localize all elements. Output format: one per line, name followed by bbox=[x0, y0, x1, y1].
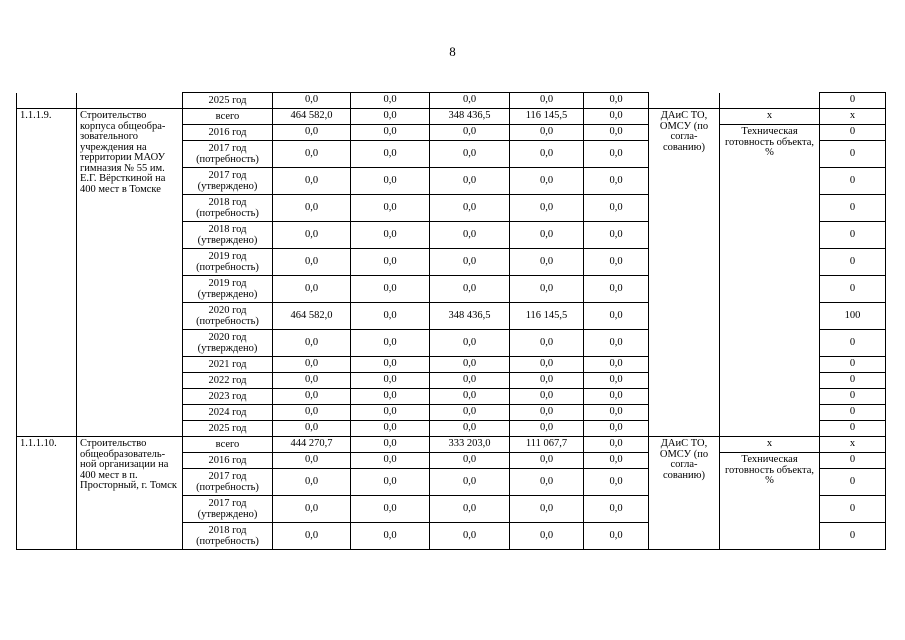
value-cell: 0 bbox=[820, 249, 886, 276]
extra-cell: 0,0 bbox=[584, 453, 649, 469]
table-row bbox=[17, 437, 886, 453]
regional-cell: 0,0 bbox=[430, 357, 510, 373]
extra-cell: 0,0 bbox=[584, 168, 649, 195]
year-cell: 2024 год bbox=[183, 405, 273, 421]
regional-cell: 0,0 bbox=[430, 249, 510, 276]
total-cell: 0,0 bbox=[273, 222, 351, 249]
local-cell: 116 145,5 bbox=[510, 303, 584, 330]
total-cell: 0,0 bbox=[273, 357, 351, 373]
local-cell: 0,0 bbox=[510, 249, 584, 276]
federal-cell: 0,0 bbox=[351, 496, 430, 523]
regional-cell: 0,0 bbox=[430, 389, 510, 405]
federal-cell: 0,0 bbox=[351, 405, 430, 421]
extra-cell: 0,0 bbox=[584, 222, 649, 249]
value-cell: 0 bbox=[820, 141, 886, 168]
local-cell: 0,0 bbox=[510, 389, 584, 405]
extra-cell: 0,0 bbox=[584, 93, 649, 109]
extra-cell: 0,0 bbox=[584, 405, 649, 421]
year-cell: 2020 год (потребность) bbox=[183, 303, 273, 330]
regional-cell: 0,0 bbox=[430, 421, 510, 437]
value-cell: 0 bbox=[820, 195, 886, 222]
total-cell: 0,0 bbox=[273, 405, 351, 421]
year-cell: 2025 год bbox=[183, 421, 273, 437]
federal-cell: 0,0 bbox=[351, 276, 430, 303]
indicator-cell: Техническая готовность объекта, % bbox=[720, 125, 820, 437]
local-cell: 0,0 bbox=[510, 195, 584, 222]
federal-cell: 0,0 bbox=[351, 437, 430, 453]
year-cell: 2017 год (потребность) bbox=[183, 141, 273, 168]
federal-cell: 0,0 bbox=[351, 453, 430, 469]
indicator-cell: Техническая готовность объекта, % bbox=[720, 453, 820, 550]
local-cell: 0,0 bbox=[510, 469, 584, 496]
executor-cell-empty bbox=[649, 93, 720, 109]
value-cell: 0 bbox=[820, 93, 886, 109]
value-cell: 0 bbox=[820, 357, 886, 373]
local-cell: 0,0 bbox=[510, 405, 584, 421]
item-name: Строительство корпуса общеобра-зовательного учреждения на территории МАОУ гимназия № 55 им. Е.Г. Вёрсткиной на 400 мест в Томске bbox=[77, 109, 183, 437]
value-cell: 0 bbox=[820, 496, 886, 523]
value-cell: 0 bbox=[820, 276, 886, 303]
total-cell: 0,0 bbox=[273, 421, 351, 437]
year-cell: всего bbox=[183, 109, 273, 125]
extra-cell: 0,0 bbox=[584, 469, 649, 496]
federal-cell: 0,0 bbox=[351, 330, 430, 357]
total-cell: 0,0 bbox=[273, 249, 351, 276]
year-cell: 2018 год (потребность) bbox=[183, 523, 273, 550]
value-cell: 0 bbox=[820, 168, 886, 195]
table-row bbox=[17, 93, 886, 109]
local-cell: 0,0 bbox=[510, 125, 584, 141]
local-cell: 111 067,7 bbox=[510, 437, 584, 453]
regional-cell: 0,0 bbox=[430, 125, 510, 141]
local-cell: 0,0 bbox=[510, 330, 584, 357]
name-cell-empty bbox=[77, 93, 183, 109]
extra-cell: 0,0 bbox=[584, 141, 649, 168]
total-cell: 0,0 bbox=[273, 168, 351, 195]
executor-cell: ДАиС ТО, ОМСУ (по согла-сованию) bbox=[649, 437, 720, 550]
year-cell: 2020 год (утверждено) bbox=[183, 330, 273, 357]
federal-cell: 0,0 bbox=[351, 303, 430, 330]
total-cell: 464 582,0 bbox=[273, 303, 351, 330]
federal-cell: 0,0 bbox=[351, 373, 430, 389]
total-cell: 0,0 bbox=[273, 496, 351, 523]
total-cell: 444 270,7 bbox=[273, 437, 351, 453]
local-cell: 0,0 bbox=[510, 276, 584, 303]
local-cell: 116 145,5 bbox=[510, 109, 584, 125]
regional-cell: 0,0 bbox=[430, 222, 510, 249]
year-cell: 2016 год bbox=[183, 125, 273, 141]
local-cell: 0,0 bbox=[510, 523, 584, 550]
value-cell: х bbox=[820, 109, 886, 125]
regional-cell: 333 203,0 bbox=[430, 437, 510, 453]
extra-cell: 0,0 bbox=[584, 357, 649, 373]
extra-cell: 0,0 bbox=[584, 249, 649, 276]
federal-cell: 0,0 bbox=[351, 195, 430, 222]
indicator-cell-empty bbox=[720, 93, 820, 109]
item-code: 1.1.1.10. bbox=[17, 437, 77, 550]
total-cell: 0,0 bbox=[273, 389, 351, 405]
federal-cell: 0,0 bbox=[351, 389, 430, 405]
extra-cell: 0,0 bbox=[584, 523, 649, 550]
year-cell: 2022 год bbox=[183, 373, 273, 389]
value-cell: 0 bbox=[820, 469, 886, 496]
total-cell: 0,0 bbox=[273, 373, 351, 389]
table-row bbox=[17, 109, 886, 125]
code-cell-empty bbox=[17, 93, 77, 109]
local-cell: 0,0 bbox=[510, 168, 584, 195]
value-cell: 0 bbox=[820, 389, 886, 405]
extra-cell: 0,0 bbox=[584, 276, 649, 303]
regional-cell: 0,0 bbox=[430, 141, 510, 168]
regional-cell: 0,0 bbox=[430, 168, 510, 195]
federal-cell: 0,0 bbox=[351, 125, 430, 141]
value-cell: 0 bbox=[820, 125, 886, 141]
total-cell: 0,0 bbox=[273, 125, 351, 141]
page-number: 8 bbox=[449, 44, 456, 59]
regional-cell: 0,0 bbox=[430, 276, 510, 303]
value-cell: 0 bbox=[820, 421, 886, 437]
regional-cell: 348 436,5 bbox=[430, 303, 510, 330]
value-cell: 0 bbox=[820, 453, 886, 469]
item-name: Строительство общеобразователь-ной организации на 400 мест в п. Просторный, г. Томск bbox=[77, 437, 183, 550]
federal-cell: 0,0 bbox=[351, 168, 430, 195]
value-cell: 0 bbox=[820, 373, 886, 389]
total-cell: 464 582,0 bbox=[273, 109, 351, 125]
local-cell: 0,0 bbox=[510, 141, 584, 168]
federal-cell: 0,0 bbox=[351, 222, 430, 249]
total-cell: 0,0 bbox=[273, 276, 351, 303]
extra-cell: 0,0 bbox=[584, 125, 649, 141]
year-cell: 2019 год (потребность) bbox=[183, 249, 273, 276]
total-cell: 0,0 bbox=[273, 330, 351, 357]
extra-cell: 0,0 bbox=[584, 303, 649, 330]
year-cell: всего bbox=[183, 437, 273, 453]
federal-cell: 0,0 bbox=[351, 469, 430, 496]
total-cell: 0,0 bbox=[273, 195, 351, 222]
value-cell: 0 bbox=[820, 330, 886, 357]
federal-cell: 0,0 bbox=[351, 93, 430, 109]
total-cell: 0,0 bbox=[273, 141, 351, 168]
federal-cell: 0,0 bbox=[351, 357, 430, 373]
year-cell: 2021 год bbox=[183, 357, 273, 373]
year-cell: 2018 год (потребность) bbox=[183, 195, 273, 222]
local-cell: 0,0 bbox=[510, 421, 584, 437]
regional-cell: 0,0 bbox=[430, 453, 510, 469]
total-cell: 0,0 bbox=[273, 523, 351, 550]
value-cell: 0 bbox=[820, 222, 886, 249]
extra-cell: 0,0 bbox=[584, 389, 649, 405]
extra-cell: 0,0 bbox=[584, 109, 649, 125]
regional-cell: 0,0 bbox=[430, 405, 510, 421]
program-table bbox=[16, 92, 886, 550]
total-cell: 0,0 bbox=[273, 469, 351, 496]
regional-cell: 348 436,5 bbox=[430, 109, 510, 125]
regional-cell: 0,0 bbox=[430, 523, 510, 550]
regional-cell: 0,0 bbox=[430, 469, 510, 496]
indicator-x-cell: х bbox=[720, 109, 820, 125]
federal-cell: 0,0 bbox=[351, 249, 430, 276]
year-cell: 2018 год (утверждено) bbox=[183, 222, 273, 249]
indicator-x-cell: х bbox=[720, 437, 820, 453]
federal-cell: 0,0 bbox=[351, 523, 430, 550]
local-cell: 0,0 bbox=[510, 357, 584, 373]
total-cell: 0,0 bbox=[273, 93, 351, 109]
local-cell: 0,0 bbox=[510, 453, 584, 469]
local-cell: 0,0 bbox=[510, 373, 584, 389]
item-code: 1.1.1.9. bbox=[17, 109, 77, 437]
extra-cell: 0,0 bbox=[584, 373, 649, 389]
regional-cell: 0,0 bbox=[430, 195, 510, 222]
year-cell: 2017 год (утверждено) bbox=[183, 496, 273, 523]
local-cell: 0,0 bbox=[510, 93, 584, 109]
year-cell: 2019 год (утверждено) bbox=[183, 276, 273, 303]
federal-cell: 0,0 bbox=[351, 421, 430, 437]
extra-cell: 0,0 bbox=[584, 437, 649, 453]
total-cell: 0,0 bbox=[273, 453, 351, 469]
federal-cell: 0,0 bbox=[351, 109, 430, 125]
federal-cell: 0,0 bbox=[351, 141, 430, 168]
extra-cell: 0,0 bbox=[584, 195, 649, 222]
extra-cell: 0,0 bbox=[584, 421, 649, 437]
local-cell: 0,0 bbox=[510, 222, 584, 249]
value-cell: 0 bbox=[820, 523, 886, 550]
local-cell: 0,0 bbox=[510, 496, 584, 523]
regional-cell: 0,0 bbox=[430, 496, 510, 523]
regional-cell: 0,0 bbox=[430, 330, 510, 357]
year-cell: 2023 год bbox=[183, 389, 273, 405]
year-cell: 2017 год (утверждено) bbox=[183, 168, 273, 195]
extra-cell: 0,0 bbox=[584, 330, 649, 357]
value-cell: 100 bbox=[820, 303, 886, 330]
year-cell: 2016 год bbox=[183, 453, 273, 469]
value-cell: х bbox=[820, 437, 886, 453]
year-cell: 2025 год bbox=[183, 93, 273, 109]
year-cell: 2017 год (потребность) bbox=[183, 469, 273, 496]
executor-cell: ДАиС ТО, ОМСУ (по согла-сованию) bbox=[649, 109, 720, 437]
regional-cell: 0,0 bbox=[430, 373, 510, 389]
extra-cell: 0,0 bbox=[584, 496, 649, 523]
value-cell: 0 bbox=[820, 405, 886, 421]
regional-cell: 0,0 bbox=[430, 93, 510, 109]
